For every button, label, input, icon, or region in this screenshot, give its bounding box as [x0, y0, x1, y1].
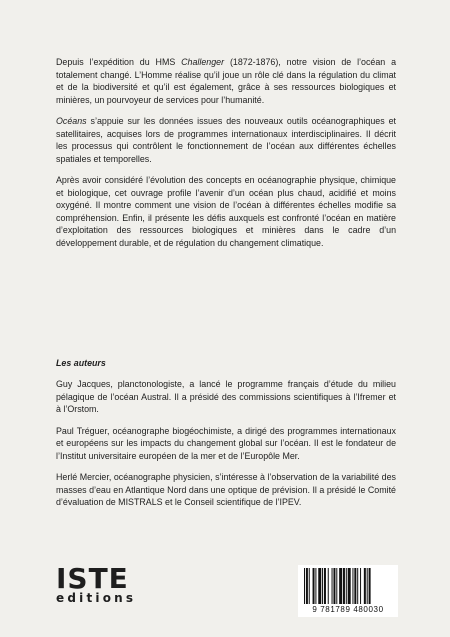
- summary-paragraph-3: Après avoir considéré l’évolution des concepts en océanographie physique, chimique et biologique, cet ouvrage profile l’avenir d’un océan plus chaud, acidifié et moins oxygéné. Il montre comment une vision de l’océan à différentes échelles modifie sa compréhension. Enfin, il présente les défis auxquels est confronté l’océan en matière d’exploitation des ressources biologiques et minières dans le cadre d’un développement durable, et de régulation du changement climatique.: [56, 174, 396, 248]
- author-bio: [56, 425, 396, 463]
- summary-p2-text: s’appuie sur les données issues des nouveaux outils océanographiques et satellitaires, acquises lors de programmes internationaux interdisciplinaires. Il décrit les processus qui contrôlent le fonctionnement de l’océan aux différentes échelles spatiales et temporelles.: [56, 115, 396, 164]
- iste-logo: [56, 565, 146, 609]
- isbn-barcode: [298, 565, 398, 617]
- iste-logo-subtitle: editions: [56, 591, 137, 605]
- summary-paragraph-1: [56, 56, 396, 106]
- author-bio-text: Paul Tréguer, océanographe biogéochimiste, a dirigé des programmes internationaux et européens sur les impacts du changement global sur l’océan. Il est le fondateur de l’Institut universitaire européen de la mer et de l’Europôle Mer.: [56, 425, 396, 461]
- summary-paragraph-2: [56, 115, 396, 165]
- summary-p1-text-end: (1872-1876), notre vision de l’océan a totalement changé. L’Homme réalise qu’il joue un rôle clé dans la régulation du climat et de la biodiversité et qu’il est également, grâce à ses ressources biologiques et minières, un pourvoyeur de services pour l’humanité.: [56, 57, 396, 105]
- author-bio: [56, 471, 396, 509]
- iste-logo-mark: [56, 565, 146, 591]
- barcode-bars: [304, 568, 392, 604]
- author-bio: [56, 378, 396, 416]
- authors-heading: Les auteurs: [56, 358, 106, 368]
- authors-section: [56, 357, 396, 517]
- barcode-digits: 9 781789 480030: [312, 605, 384, 614]
- summary-p1-text: Depuis l’expédition du HMS: [56, 57, 182, 67]
- author-bio-text: Guy Jacques, planctonologiste, a lancé le programme français d’étude du milieu pélagique de l’océan Austral. Il a présidé des commissions scientifiques à l’Ifremer et à l’Orstom.: [56, 379, 396, 415]
- ship-name: Challenger: [181, 57, 225, 67]
- book-title: Océans: [56, 115, 87, 126]
- summary-section: [56, 56, 396, 258]
- iste-logo-text: ISTE: [56, 565, 129, 591]
- author-bio-text: Herlé Mercier, océanographe physicien, s’intéresse à l’observation de la variabilité des masses d’eau en Atlantique Nord dans une optique de prévision. Il a présidé le Comité d’évaluation de MISTRALS et le Conseil scientifique de l’IPEV.: [56, 471, 396, 508]
